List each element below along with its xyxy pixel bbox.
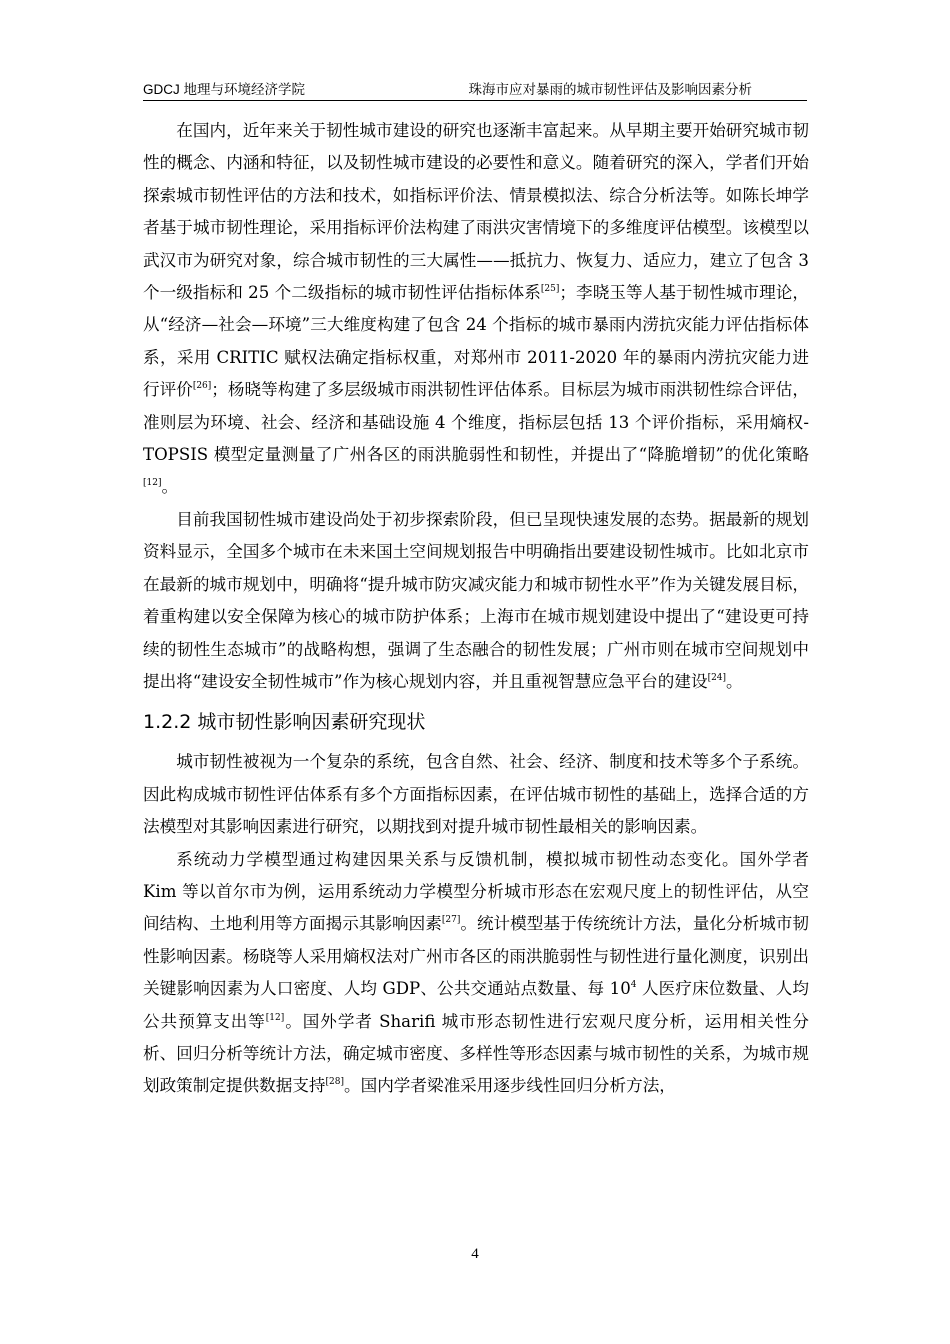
citation: [27] bbox=[441, 915, 461, 926]
text-run: 人医疗床位数量、人均公共预算支出等 bbox=[143, 979, 809, 1031]
text-run: 目前我国韧性城市建设尚处于初步探索阶段，但已呈现快速发展的态势。据最新的规划资料显示，全国多个城市在未来国土空间规划报告中明确指出要建设韧性城市。比如北京市在最新的城市规划中，明确将“提升城市防灾减灾能力和城市韧性水平”作为关键发展目标，着重构建以安全保障为核心的城市防护体系；上海市在城市规划建设中提出了“建设更可持续的韧性生态城市”的战略构想，强调了生态融合的韧性发展；广州市则在城市空间规划中提出将“建设安全韧性城市”作为核心规划内容，并且重视智慧应急平台的建设 bbox=[143, 509, 809, 691]
citation: [25] bbox=[540, 284, 560, 295]
citation: [26] bbox=[192, 381, 212, 392]
paragraph-resilience-system bbox=[143, 746, 809, 843]
text-run: 。国外学者 Sharifi 城市形态韧性进行宏观尺度分析，运用相关性分析、回归分析等统计方法，确定城市密度、多样性等形态因素与城市韧性的关系，为城市规划政策制定提供数据支持 bbox=[143, 1011, 809, 1096]
citation: [24] bbox=[707, 672, 727, 683]
text-run: 在国内，近年来关于韧性城市建设的研究也逐渐丰富起来。从早期主要开始研究城市韧性的概念、内涵和特征，以及韧性城市建设的必要性和意义。随着研究的深入，学者们开始探索城市韧性评估的方法和技术，如指标评价法、情景模拟法、综合分析法等。如陈长坤学者基于城市韧性理论，采用指标评价法构建了雨洪灾害情境下的多维度评估模型。该模型以武汉市为研究对象，综合城市韧性的三大属性——抵抗力、恢复力、适应力，建立了包含 3 个一级指标和 25 个二级指标的城市韧性评估指标体系 bbox=[143, 121, 809, 303]
header-institution: GDCJ 地理与环境经济学院 bbox=[143, 82, 305, 97]
page-number: 4 bbox=[471, 1246, 479, 1262]
section-heading: 1.2.2 城市韧性影响因素研究现状 bbox=[143, 711, 426, 734]
text-run: 系统动力学模型通过构建因果关系与反馈机制，模拟城市韧性动态变化。国外学者 Kim 等以首尔市为例，运用系统动力学模型分析城市形态在宏观尺度上的韧性评估，从空间结构、土地利用等方面揭示其影响因素 bbox=[143, 849, 809, 934]
paragraph-models bbox=[143, 844, 809, 1103]
text-run: 城市韧性被视为一个复杂的系统，包含自然、社会、经济、制度和技术等多个子系统。因此构成城市韧性评估体系有多个方面指标因素，在评估城市韧性的基础上，选择合适的方法模型对其影响因素进行研究，以期找到对提升城市韧性最相关的影响因素。 bbox=[143, 752, 809, 837]
paragraph-domestic-research bbox=[143, 115, 809, 504]
citation: [12] bbox=[143, 478, 162, 489]
text-run: ；李晓玉等人基于韧性城市理论，从“经济—社会—环境”三大维度构建了包含 24 个指标的城市暴雨内涝抗灾能力评估指标体系，采用 CRITIC 赋权法确定指标权重，对郑州市 2011-2020 年的暴雨内涝抗灾能力进行评价 bbox=[143, 283, 810, 400]
body-text bbox=[143, 115, 809, 1103]
running-header bbox=[143, 78, 807, 101]
paragraph-china-status bbox=[143, 504, 809, 698]
text-run: 。 bbox=[726, 671, 743, 691]
citation: [28] bbox=[325, 1077, 345, 1088]
superscript-exponent: 4 bbox=[630, 980, 637, 991]
text-run: 。 bbox=[161, 477, 179, 497]
text-run: ；杨晓等构建了多层级城市雨洪韧性评估体系。目标层为城市雨洪韧性综合评估，准则层为环境、社会、经济和基础设施 4 个维度，指标层包括 13 个评价指标，采用熵权-TOPSIS 模型定量测量了广州各区的雨洪脆弱性和韧性，并提出了“降脆增韧”的优化策略 bbox=[143, 380, 810, 465]
text-run: 。国内学者梁准采用逐步线性回归分析方法， bbox=[344, 1076, 676, 1096]
citation: [12] bbox=[265, 1012, 285, 1023]
text-run: 。统计模型基于传统统计方法，量化分析城市韧性影响因素。杨晓等人采用熵权法对广州市各区的雨洪脆弱性与韧性进行量化测度，识别出关键影响因素为人口密度、人均 GDP、公共交通站点数量、每 10 bbox=[143, 914, 810, 999]
header-paper-title: 珠海市应对暴雨的城市韧性评估及影响因素分析 bbox=[468, 82, 752, 98]
